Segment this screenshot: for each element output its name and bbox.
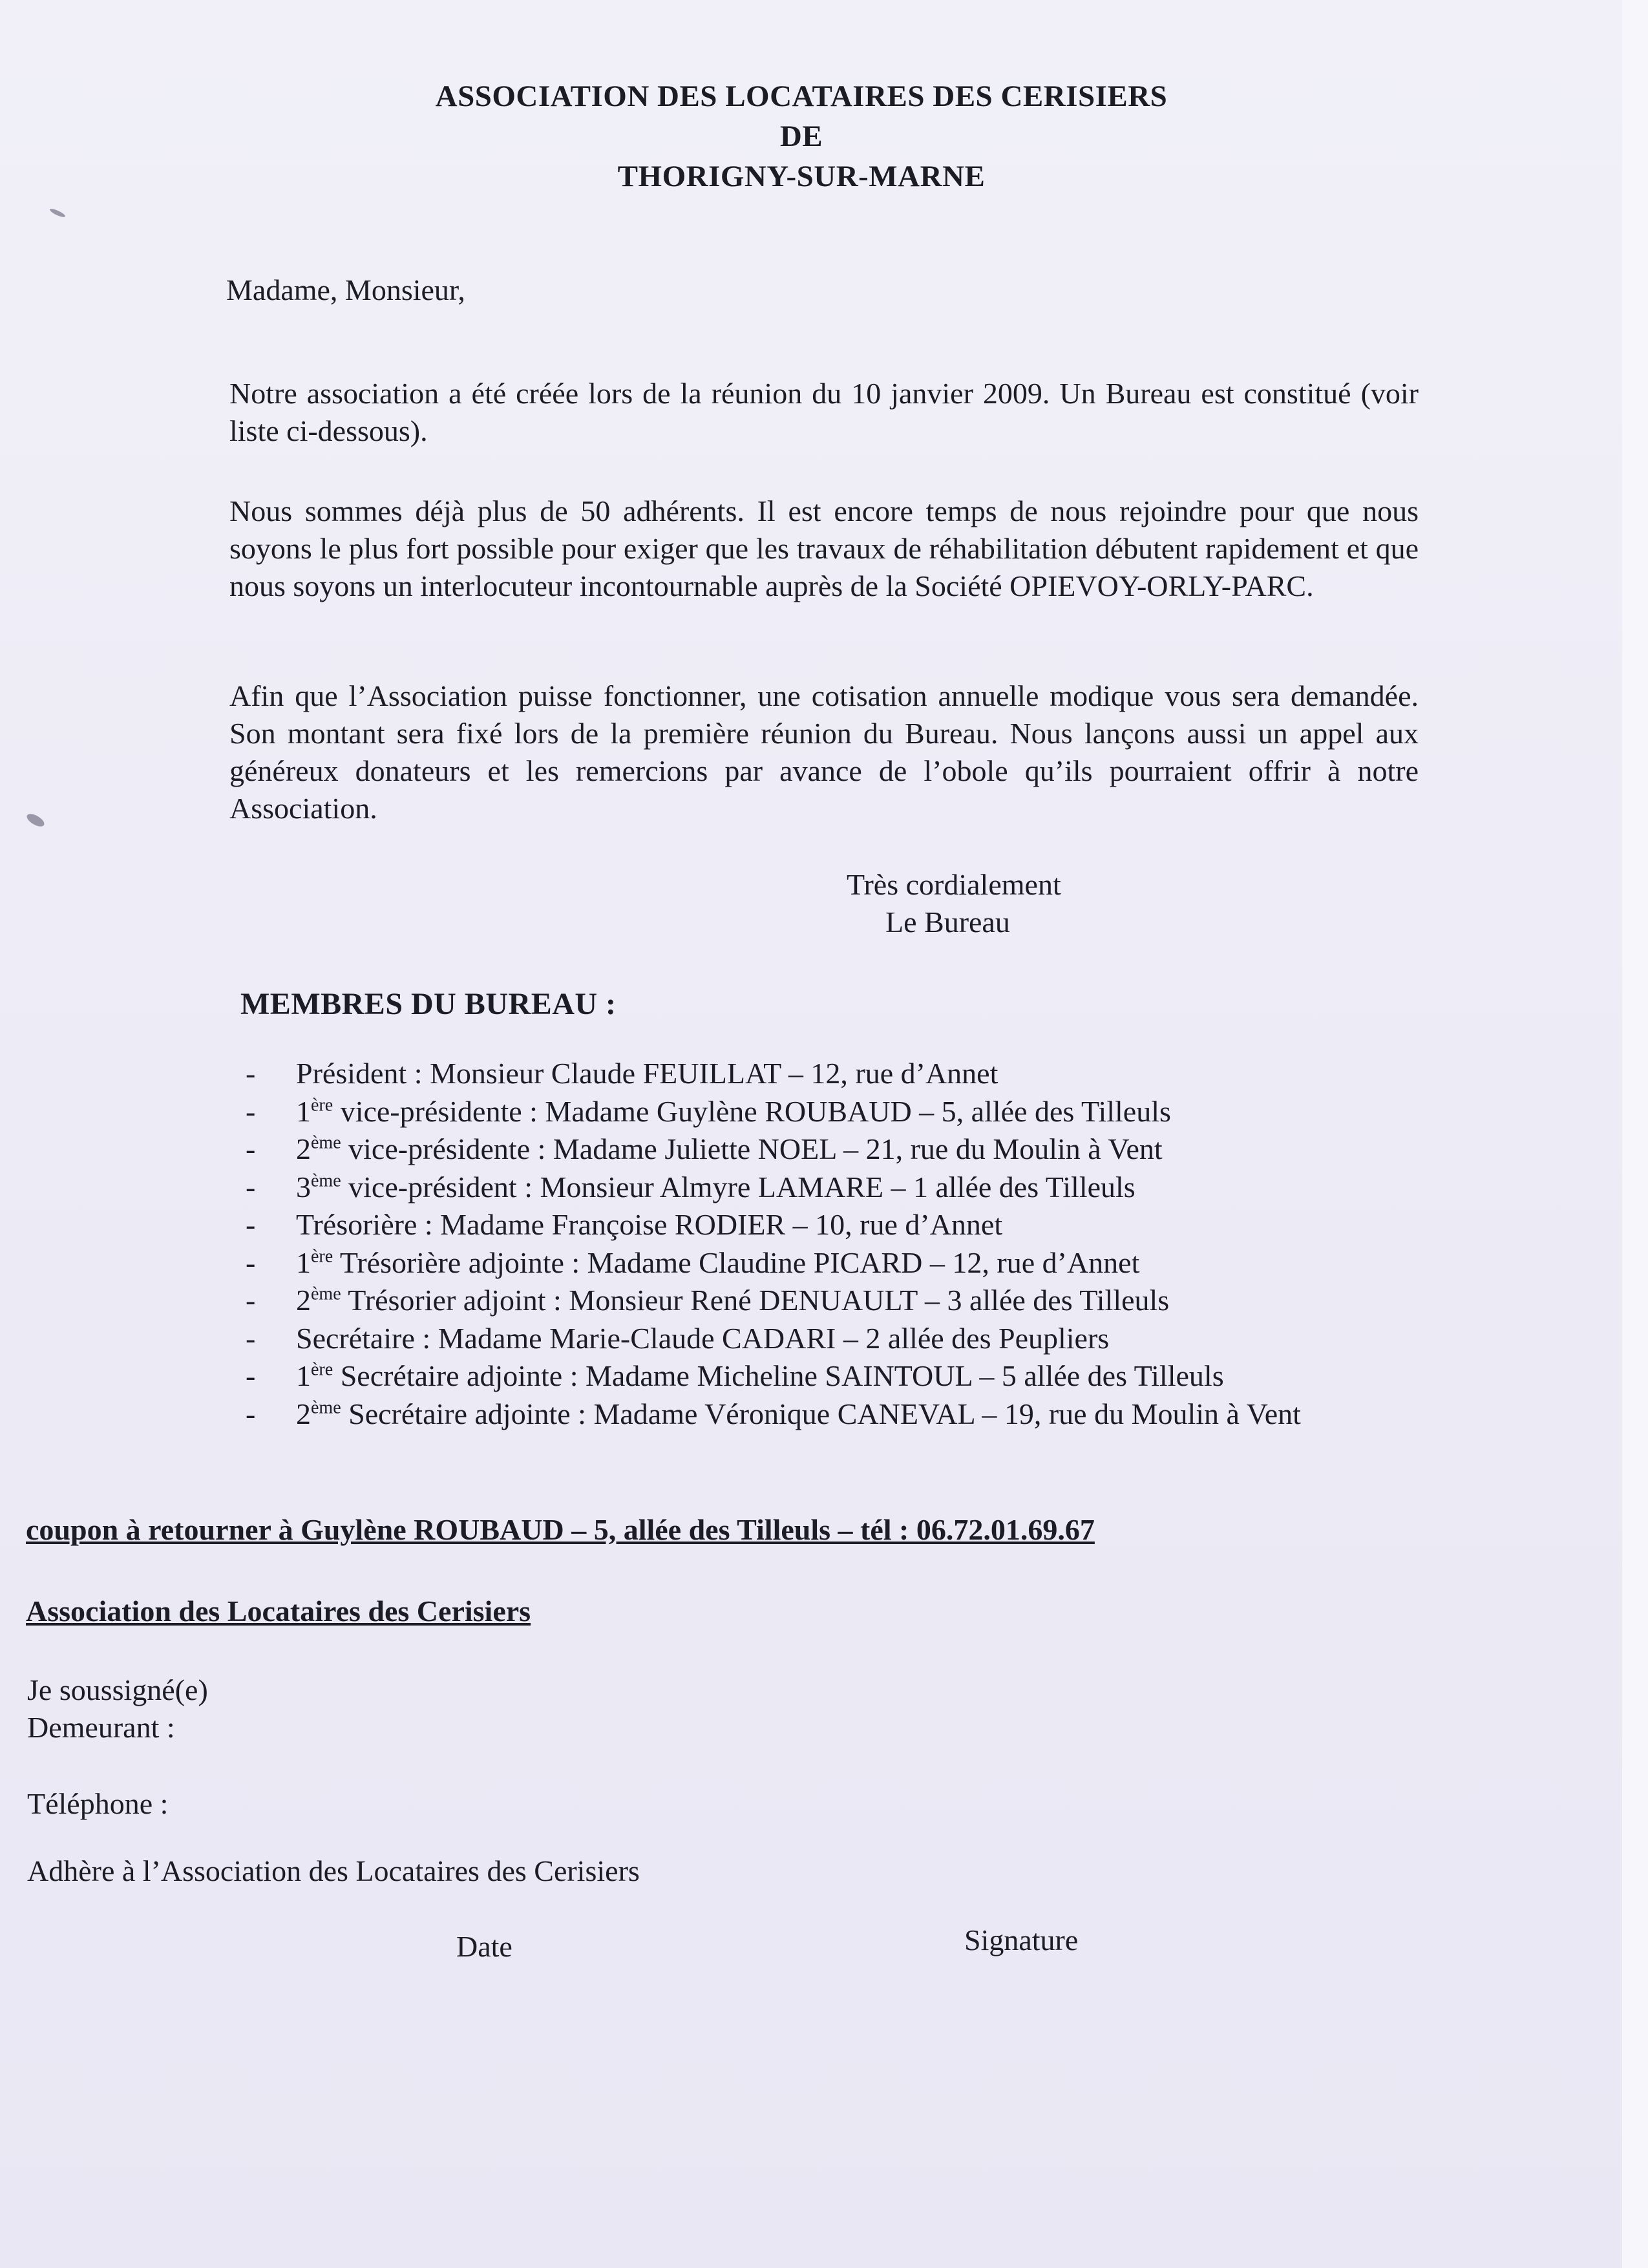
list-item: - Secrétaire : Madame Marie-Claude CADARI – 2 allée des Peupliers bbox=[246, 1321, 1110, 1355]
date-label: Date bbox=[456, 1930, 512, 1963]
scan-speck bbox=[49, 207, 67, 218]
signature-label: Signature bbox=[964, 1924, 1079, 1956]
list-item: - Président : Monsieur Claude FEUILLAT – 12, rue d’Annet bbox=[246, 1057, 998, 1090]
header-line-3: THORIGNY-SUR-MARNE bbox=[617, 160, 986, 193]
scan-speck bbox=[25, 811, 47, 829]
scan-edge bbox=[1622, 0, 1648, 2268]
paragraph-membership: Nous sommes déjà plus de 50 adhérents. Il est encore temps de nous rejoindre pour que nous soyons le plus fort possible pour exiger que les travaux de réhabilitation débutent rapidement et que nous soyons un interlocuteur incontournable auprès de la Société OPIEVOY-ORLY-PARC. bbox=[229, 494, 1419, 602]
list-item: - 3ème vice-président : Monsieur Almyre LAMARE – 1 allée des Tilleuls bbox=[246, 1170, 1136, 1203]
closing-regards: Très cordialement bbox=[847, 868, 1061, 901]
letter-header bbox=[0, 76, 1603, 196]
paragraph-founding: Notre association a été créée lors de la réunion du 10 janvier 2009. Un Bureau est constitué (voir liste ci-dessous). bbox=[229, 377, 1419, 447]
adhesion-statement: Adhère à l’Association des Locataires des Cerisiers bbox=[27, 1854, 640, 1887]
closing-signatory: Le Bureau bbox=[885, 906, 1010, 938]
list-item: - Trésorière : Madame Françoise RODIER – 10, rue d’Annet bbox=[246, 1208, 1003, 1241]
field-address-label: Demeurant : bbox=[27, 1711, 175, 1744]
list-item: - 1ère Secrétaire adjointe : Madame Micheline SAINTOUL – 5 allée des Tilleuls bbox=[246, 1359, 1224, 1392]
list-item: - 2ème Trésorier adjoint : Monsieur René DENUAULT – 3 allée des Tilleuls bbox=[246, 1284, 1170, 1317]
list-item: - 1ère Trésorière adjointe : Madame Claudine PICARD – 12, rue d’Annet bbox=[246, 1245, 1140, 1279]
header-line-2: DE bbox=[779, 120, 823, 153]
coupon-return-line: coupon à retourner à Guylène ROUBAUD – 5, allée des Tilleuls – tél : 06.72.01.69.67 bbox=[26, 1513, 1095, 1546]
paragraph-contribution: Afin que l’Association puisse fonctionner, une cotisation annuelle modique vous sera demandée. Son montant sera fixé lors de la première réunion du Bureau. Nous lançons aussi un appel aux généreux donateurs et les remercions par avance de l’obole qu’ils pourraient offrir à notre Association. bbox=[229, 679, 1419, 825]
header-line-1: ASSOCIATION DES LOCATAIRES DES CERISIERS bbox=[435, 79, 1168, 113]
field-phone-label: Téléphone : bbox=[27, 1787, 169, 1820]
list-item: - 1ère vice-présidente : Madame Guylène ROUBAUD – 5, allée des Tilleuls bbox=[246, 1094, 1171, 1128]
members-heading: MEMBRES DU BUREAU : bbox=[240, 987, 617, 1021]
salutation: Madame, Monsieur, bbox=[226, 273, 465, 306]
coupon-association-title: Association des Locataires des Cerisiers bbox=[26, 1595, 531, 1627]
list-item: - 2ème Secrétaire adjointe : Madame Véronique CANEVAL – 19, rue du Moulin à Vent bbox=[246, 1397, 1301, 1430]
field-name-label: Je soussigné(e) bbox=[27, 1673, 208, 1706]
members-list bbox=[246, 1055, 1448, 1433]
closing bbox=[847, 866, 1061, 941]
list-item: - 2ème vice-présidente : Madame Juliette NOEL – 21, rue du Moulin à Vent bbox=[246, 1132, 1163, 1165]
